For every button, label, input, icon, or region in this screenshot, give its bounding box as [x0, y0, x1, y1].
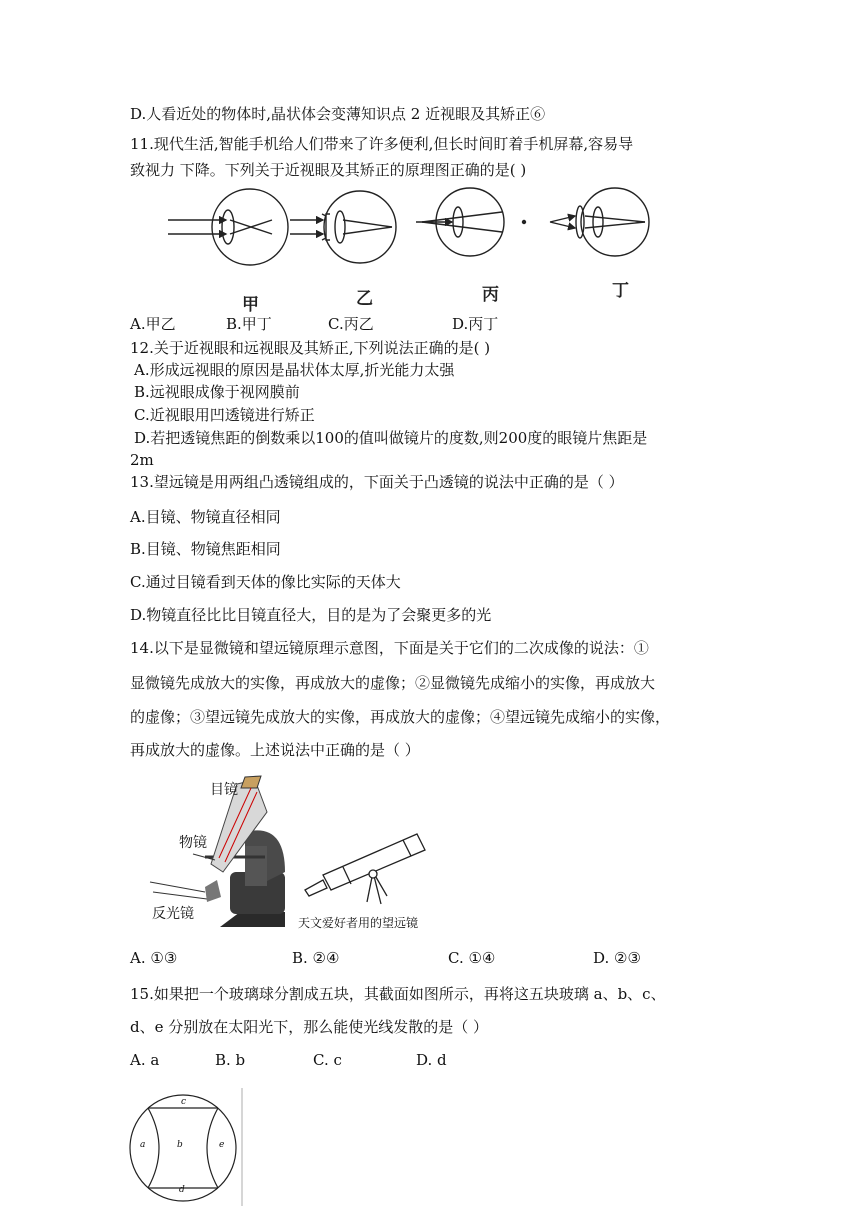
q10-option-d: D.人看近处的物体时,晶状体会变薄知识点 2 近视眼及其矫正⑥ [130, 105, 546, 123]
q14-option-a: A. ①③ [130, 949, 178, 967]
sphere-label-d: d [179, 1185, 185, 1195]
label-eyepiece: 目镜 [210, 782, 238, 798]
q12-stem: 12.关于近视眼和远视眼及其矫正,下列说法正确的是( ) [130, 339, 491, 357]
q11-option-a: A.甲乙 [130, 315, 176, 333]
q14-stem-line3: 的虚像；③望远镜先成放大的实像，再成放大的虚像；④望远镜先成缩小的实像， [130, 708, 671, 726]
eye-diagram-ding [550, 188, 649, 256]
eye-diagram-jia [168, 189, 288, 265]
q12-option-d: D.若把透镜焦距的倒数乘以100的值叫做镜片的度数,则200度的眼镜片焦距是 [134, 429, 648, 447]
q12-option-b: B.远视眼成像于视网膜前 [134, 383, 300, 401]
fig-label-yi: 乙 [356, 289, 373, 309]
sphere-label-c: c [181, 1097, 187, 1107]
eye-diagrams-figure [160, 182, 660, 312]
fig-label-bing: 丙 [482, 285, 499, 305]
q14-option-d: D. ②③ [593, 949, 641, 967]
q14-option-c: C. ①④ [448, 949, 496, 967]
eye-diagram-yi [290, 191, 396, 263]
q13-option-d: D.物镜直径比比目镜直径大，目的是为了会聚更多的光 [130, 606, 492, 624]
q15-stem-line1: 15.如果把一个玻璃球分割成五块，其截面如图所示，再将这五块玻璃 a、b、c、 [130, 985, 666, 1003]
q13-option-b: B.目镜、物镜焦距相同 [130, 540, 281, 558]
q12-option-d-cont: 2m [130, 451, 154, 469]
q11-option-d: D.丙丁 [452, 315, 499, 333]
q14-stem-line1: 14.以下是显微镜和望远镜原理示意图，下面是关于它们的二次成像的说法：① [130, 639, 649, 657]
fig-label-ding: 丁 [612, 281, 629, 301]
q13-option-a: A.目镜、物镜直径相同 [130, 508, 281, 526]
q12-option-c: C.近视眼用凹透镜进行矫正 [134, 406, 315, 424]
q15-option-d: D. d [416, 1051, 447, 1069]
q15-option-b: B. b [215, 1051, 246, 1069]
label-objective: 物镜 [179, 835, 207, 851]
q11-option-c: C.丙乙 [328, 315, 374, 333]
q15-stem-line2: d、e 分别放在太阳光下，那么能使光线发散的是（ ） [130, 1018, 489, 1036]
sphere-label-e: e [219, 1140, 225, 1150]
sphere-label-b: b [177, 1140, 183, 1150]
q15-option-c: C. c [313, 1051, 342, 1069]
q11-option-b: B.甲丁 [226, 315, 272, 333]
q11-stem-line1: 11.现代生活,智能手机给人们带来了许多便利,但长时间盯着手机屏幕,容易导 [130, 135, 634, 153]
q14-stem-line4: 再成放大的虚像。上述说法中正确的是（ ） [130, 741, 420, 759]
label-mirror: 反光镜 [152, 906, 194, 922]
q14-option-b: B. ②④ [292, 949, 340, 967]
sphere-label-a: a [140, 1140, 146, 1150]
q11-stem-line2: 致视力 下降。下列关于近视眼及其矫正的原理图正确的是( ) [130, 161, 527, 179]
q13-option-c: C.通过目镜看到天体的像比实际的天体大 [130, 573, 401, 591]
label-telescope-caption: 天文爱好者用的望远镜 [298, 916, 419, 930]
eye-diagram-bing [416, 188, 526, 256]
telescope-drawing [305, 834, 425, 904]
q13-stem: 13.望远镜是用两组凸透镜组成的，下面关于凸透镜的说法中正确的是（ ） [130, 473, 624, 491]
q12-option-a: A.形成远视眼的原因是晶状体太厚,折光能力太强 [134, 361, 455, 379]
q14-stem-line2: 显微镜先成放大的实像，再成放大的虚像；②显微镜先成缩小的实像，再成放大 [130, 674, 656, 692]
fig-label-jia: 甲 [242, 295, 259, 315]
q15-option-a: A. a [130, 1051, 160, 1069]
